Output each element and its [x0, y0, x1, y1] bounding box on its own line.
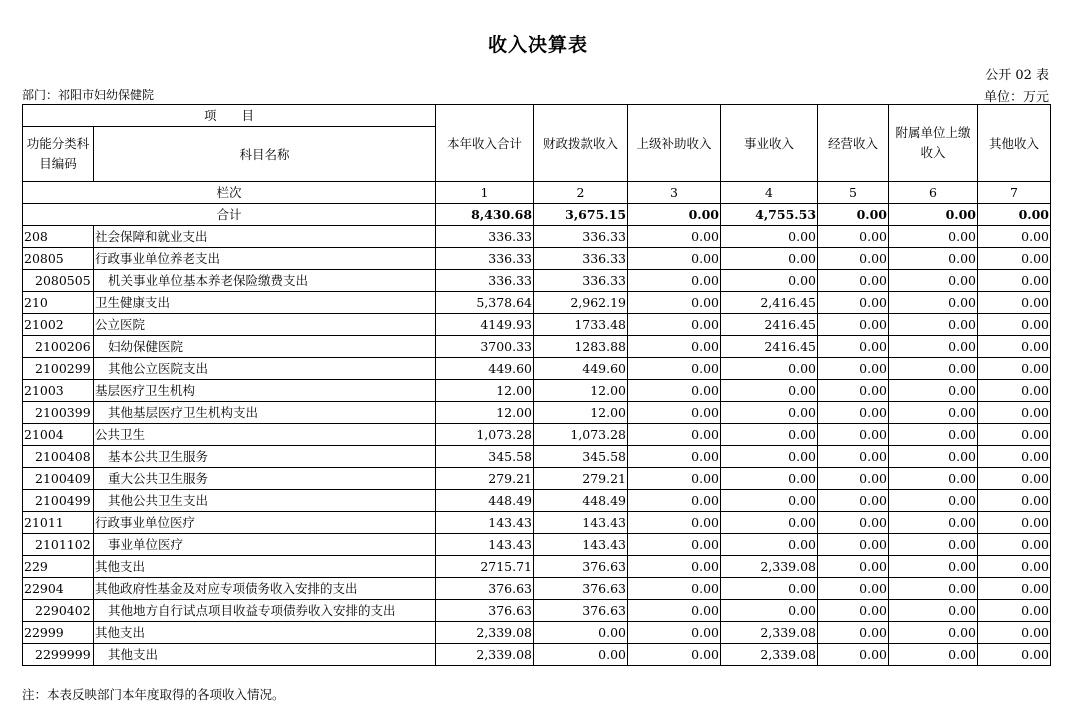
func-code-cell: 2080505 — [23, 270, 94, 292]
amount-cell: 3700.33 — [436, 336, 534, 358]
amount-cell: 0.00 — [978, 512, 1051, 534]
amount-cell: 0.00 — [818, 644, 889, 666]
amount-cell: 0.00 — [818, 336, 889, 358]
amount-cell: 0.00 — [889, 226, 978, 248]
amount-cell: 0.00 — [889, 424, 978, 446]
amount-cell: 0.00 — [889, 292, 978, 314]
seq-number: 4 — [721, 182, 818, 204]
amount-cell: 1733.48 — [534, 314, 628, 336]
item-header: 项 目 — [23, 105, 436, 127]
amount-cell: 0.00 — [889, 534, 978, 556]
amount-cell: 0.00 — [889, 358, 978, 380]
amount-cell: 0.00 — [818, 424, 889, 446]
table-row — [23, 402, 1051, 424]
amount-cell: 0.00 — [978, 336, 1051, 358]
seq-number: 5 — [818, 182, 889, 204]
amount-cell: 0.00 — [818, 270, 889, 292]
amount-cell: 0.00 — [889, 512, 978, 534]
amount-cell: 0.00 — [628, 556, 721, 578]
subject-name-cell: 社会保障和就业支出 — [94, 226, 436, 248]
table-row — [23, 248, 1051, 270]
amount-cell: 0.00 — [628, 512, 721, 534]
amount-cell: 0.00 — [628, 468, 721, 490]
amount-cell: 2416.45 — [721, 314, 818, 336]
total-row — [23, 204, 1051, 226]
amount-cell: 0.00 — [889, 556, 978, 578]
amount-cell: 0.00 — [978, 402, 1051, 424]
total-value: 4,755.53 — [721, 204, 818, 226]
amount-cell: 0.00 — [818, 578, 889, 600]
amount-cell: 0.00 — [628, 534, 721, 556]
col-header: 经营收入 — [818, 105, 889, 182]
amount-cell: 0.00 — [721, 534, 818, 556]
func-code-header: 功能分类科目编码 — [23, 127, 94, 182]
amount-cell: 0.00 — [721, 512, 818, 534]
subject-name-cell: 其他公立医院支出 — [94, 358, 436, 380]
amount-cell: 0.00 — [978, 424, 1051, 446]
amount-cell: 0.00 — [818, 402, 889, 424]
amount-cell: 0.00 — [978, 292, 1051, 314]
amount-cell: 0.00 — [628, 358, 721, 380]
amount-cell: 0.00 — [628, 292, 721, 314]
subject-name-cell: 基层医疗卫生机构 — [94, 380, 436, 402]
amount-cell: 336.33 — [534, 226, 628, 248]
amount-cell: 0.00 — [889, 336, 978, 358]
total-value: 3,675.15 — [534, 204, 628, 226]
table-row — [23, 578, 1051, 600]
amount-cell: 0.00 — [889, 490, 978, 512]
seq-number: 2 — [534, 182, 628, 204]
func-code-cell: 22999 — [23, 622, 94, 644]
amount-cell: 0.00 — [889, 380, 978, 402]
func-code-cell: 2290402 — [23, 600, 94, 622]
amount-cell: 376.63 — [534, 578, 628, 600]
func-code-cell: 210 — [23, 292, 94, 314]
amount-cell: 336.33 — [436, 270, 534, 292]
amount-cell: 0.00 — [628, 314, 721, 336]
amount-cell: 0.00 — [818, 512, 889, 534]
subject-name-cell: 其他支出 — [94, 622, 436, 644]
subject-name-header: 科目名称 — [94, 127, 436, 182]
subject-name-cell: 其他公共卫生支出 — [94, 490, 436, 512]
subject-name-cell: 其他政府性基金及对应专项债务收入安排的支出 — [94, 578, 436, 600]
amount-cell: 0.00 — [889, 600, 978, 622]
func-code-cell: 21002 — [23, 314, 94, 336]
amount-cell: 1283.88 — [534, 336, 628, 358]
amount-cell: 0.00 — [978, 644, 1051, 666]
subject-name-cell: 机关事业单位基本养老保险缴费支出 — [94, 270, 436, 292]
total-value: 0.00 — [978, 204, 1051, 226]
amount-cell: 0.00 — [978, 248, 1051, 270]
subject-name-cell: 其他支出 — [94, 644, 436, 666]
subject-name-cell: 卫生健康支出 — [94, 292, 436, 314]
amount-cell: 0.00 — [889, 402, 978, 424]
func-code-cell: 2100206 — [23, 336, 94, 358]
amount-cell: 448.49 — [436, 490, 534, 512]
amount-cell: 0.00 — [628, 424, 721, 446]
total-value: 8,430.68 — [436, 204, 534, 226]
amount-cell: 0.00 — [818, 380, 889, 402]
amount-cell: 12.00 — [534, 380, 628, 402]
amount-cell: 0.00 — [818, 600, 889, 622]
amount-cell: 0.00 — [628, 248, 721, 270]
table-row — [23, 644, 1051, 666]
table-row — [23, 556, 1051, 578]
table-row — [23, 292, 1051, 314]
amount-cell: 376.63 — [436, 578, 534, 600]
amount-cell: 0.00 — [889, 314, 978, 336]
amount-cell: 5,378.64 — [436, 292, 534, 314]
amount-cell: 0.00 — [721, 424, 818, 446]
amount-cell: 2,339.08 — [721, 556, 818, 578]
table-row — [23, 314, 1051, 336]
amount-cell: 143.43 — [534, 534, 628, 556]
col-header: 事业收入 — [721, 105, 818, 182]
amount-cell: 0.00 — [889, 248, 978, 270]
table-row — [23, 226, 1051, 248]
amount-cell: 0.00 — [721, 446, 818, 468]
amount-cell: 0.00 — [978, 270, 1051, 292]
func-code-cell: 21011 — [23, 512, 94, 534]
amount-cell: 0.00 — [628, 446, 721, 468]
func-code-cell: 21004 — [23, 424, 94, 446]
col-header: 附属单位上缴收入 — [889, 105, 978, 182]
amount-cell: 0.00 — [818, 314, 889, 336]
subject-name-cell: 行政事业单位医疗 — [94, 512, 436, 534]
amount-cell: 345.58 — [534, 446, 628, 468]
table-row — [23, 600, 1051, 622]
income-table — [22, 104, 1051, 666]
amount-cell: 0.00 — [978, 534, 1051, 556]
func-code-cell: 2100408 — [23, 446, 94, 468]
amount-cell: 2416.45 — [721, 336, 818, 358]
subject-name-cell: 事业单位医疗 — [94, 534, 436, 556]
amount-cell: 0.00 — [818, 358, 889, 380]
subject-name-cell: 其他地方自行试点项目收益专项债券收入安排的支出 — [94, 600, 436, 622]
amount-cell: 0.00 — [628, 622, 721, 644]
amount-cell: 0.00 — [818, 490, 889, 512]
amount-cell: 0.00 — [818, 226, 889, 248]
total-label: 合计 — [23, 204, 436, 226]
table-row — [23, 424, 1051, 446]
amount-cell: 0.00 — [818, 292, 889, 314]
amount-cell: 0.00 — [889, 622, 978, 644]
table-row — [23, 380, 1051, 402]
col-header: 财政拨款收入 — [534, 105, 628, 182]
amount-cell: 2,339.08 — [721, 622, 818, 644]
amount-cell: 0.00 — [721, 270, 818, 292]
table-row — [23, 270, 1051, 292]
amount-cell: 336.33 — [436, 226, 534, 248]
func-code-cell: 208 — [23, 226, 94, 248]
amount-cell: 2,339.08 — [436, 622, 534, 644]
amount-cell: 0.00 — [889, 270, 978, 292]
page-title: 收入决算表 — [487, 34, 588, 56]
col-header: 本年收入合计 — [436, 105, 534, 182]
amount-cell: 449.60 — [436, 358, 534, 380]
amount-cell: 2,339.08 — [721, 644, 818, 666]
subject-name-cell: 其他基层医疗卫生机构支出 — [94, 402, 436, 424]
amount-cell: 0.00 — [721, 490, 818, 512]
amount-cell: 0.00 — [818, 468, 889, 490]
table-row — [23, 512, 1051, 534]
amount-cell: 0.00 — [628, 270, 721, 292]
amount-cell: 0.00 — [978, 358, 1051, 380]
amount-cell: 0.00 — [978, 578, 1051, 600]
amount-cell: 143.43 — [534, 512, 628, 534]
func-code-cell: 2100299 — [23, 358, 94, 380]
total-value: 0.00 — [889, 204, 978, 226]
form-number: 公开 02 表 — [985, 68, 1049, 83]
subject-name-cell: 公立医院 — [94, 314, 436, 336]
amount-cell: 143.43 — [436, 534, 534, 556]
amount-cell: 279.21 — [436, 468, 534, 490]
amount-cell: 12.00 — [436, 402, 534, 424]
amount-cell: 0.00 — [818, 446, 889, 468]
amount-cell: 376.63 — [534, 556, 628, 578]
table-row — [23, 446, 1051, 468]
amount-cell: 0.00 — [978, 446, 1051, 468]
table-row — [23, 336, 1051, 358]
func-code-cell: 20805 — [23, 248, 94, 270]
amount-cell: 12.00 — [436, 380, 534, 402]
amount-cell: 0.00 — [978, 490, 1051, 512]
func-code-cell: 2299999 — [23, 644, 94, 666]
amount-cell: 0.00 — [721, 578, 818, 600]
col-header: 其他收入 — [978, 105, 1051, 182]
seq-number: 6 — [889, 182, 978, 204]
amount-cell: 0.00 — [628, 226, 721, 248]
amount-cell: 0.00 — [978, 314, 1051, 336]
amount-cell: 1,073.28 — [436, 424, 534, 446]
func-code-cell: 2100499 — [23, 490, 94, 512]
amount-cell: 0.00 — [889, 468, 978, 490]
amount-cell: 0.00 — [534, 644, 628, 666]
footnote: 注：本表反映部门本年度取得的各项收入情况。 — [22, 687, 285, 702]
amount-cell: 0.00 — [721, 402, 818, 424]
amount-cell: 2,962.19 — [534, 292, 628, 314]
amount-cell: 0.00 — [978, 468, 1051, 490]
amount-cell: 0.00 — [628, 336, 721, 358]
seq-number: 1 — [436, 182, 534, 204]
table-row — [23, 358, 1051, 380]
amount-cell: 336.33 — [534, 248, 628, 270]
amount-cell: 0.00 — [628, 578, 721, 600]
seq-number: 7 — [978, 182, 1051, 204]
amount-cell: 0.00 — [889, 644, 978, 666]
amount-cell: 449.60 — [534, 358, 628, 380]
total-value: 0.00 — [818, 204, 889, 226]
amount-cell: 376.63 — [436, 600, 534, 622]
seq-label: 栏次 — [23, 182, 436, 204]
table-row — [23, 468, 1051, 490]
amount-cell: 0.00 — [721, 468, 818, 490]
amount-cell: 0.00 — [978, 600, 1051, 622]
amount-cell: 279.21 — [534, 468, 628, 490]
amount-cell: 0.00 — [628, 600, 721, 622]
amount-cell: 0.00 — [628, 644, 721, 666]
amount-cell: 336.33 — [534, 270, 628, 292]
amount-cell: 336.33 — [436, 248, 534, 270]
amount-cell: 0.00 — [818, 248, 889, 270]
amount-cell: 2,339.08 — [436, 644, 534, 666]
subject-name-cell: 基本公共卫生服务 — [94, 446, 436, 468]
amount-cell: 0.00 — [721, 380, 818, 402]
amount-cell: 1,073.28 — [534, 424, 628, 446]
func-code-cell: 2101102 — [23, 534, 94, 556]
amount-cell: 0.00 — [628, 402, 721, 424]
amount-cell: 0.00 — [818, 556, 889, 578]
seq-number: 3 — [628, 182, 721, 204]
table-row — [23, 490, 1051, 512]
amount-cell: 0.00 — [889, 446, 978, 468]
amount-cell: 2715.71 — [436, 556, 534, 578]
department-label: 部门：祁阳市妇幼保健院 — [22, 88, 155, 102]
amount-cell: 0.00 — [978, 380, 1051, 402]
amount-cell: 12.00 — [534, 402, 628, 424]
total-value: 0.00 — [628, 204, 721, 226]
amount-cell: 0.00 — [978, 226, 1051, 248]
func-code-cell: 2100399 — [23, 402, 94, 424]
subject-name-cell: 重大公共卫生服务 — [94, 468, 436, 490]
amount-cell: 0.00 — [978, 622, 1051, 644]
amount-cell: 0.00 — [721, 248, 818, 270]
func-code-cell: 22904 — [23, 578, 94, 600]
unit-label: 单位：万元 — [983, 90, 1049, 105]
amount-cell: 0.00 — [889, 578, 978, 600]
amount-cell: 0.00 — [818, 622, 889, 644]
table-row — [23, 534, 1051, 556]
func-code-cell: 2100409 — [23, 468, 94, 490]
amount-cell: 0.00 — [628, 490, 721, 512]
func-code-cell: 21003 — [23, 380, 94, 402]
amount-cell: 0.00 — [721, 226, 818, 248]
subject-name-cell: 公共卫生 — [94, 424, 436, 446]
subject-name-cell: 其他支出 — [94, 556, 436, 578]
subject-name-cell: 妇幼保健医院 — [94, 336, 436, 358]
col-header: 上级补助收入 — [628, 105, 721, 182]
amount-cell: 0.00 — [628, 380, 721, 402]
amount-cell: 143.43 — [436, 512, 534, 534]
amount-cell: 376.63 — [534, 600, 628, 622]
amount-cell: 0.00 — [534, 622, 628, 644]
amount-cell: 0.00 — [721, 600, 818, 622]
amount-cell: 2,416.45 — [721, 292, 818, 314]
amount-cell: 0.00 — [978, 556, 1051, 578]
amount-cell: 4149.93 — [436, 314, 534, 336]
subject-name-cell: 行政事业单位养老支出 — [94, 248, 436, 270]
amount-cell: 0.00 — [818, 534, 889, 556]
amount-cell: 448.49 — [534, 490, 628, 512]
amount-cell: 345.58 — [436, 446, 534, 468]
func-code-cell: 229 — [23, 556, 94, 578]
table-row — [23, 622, 1051, 644]
amount-cell: 0.00 — [721, 358, 818, 380]
